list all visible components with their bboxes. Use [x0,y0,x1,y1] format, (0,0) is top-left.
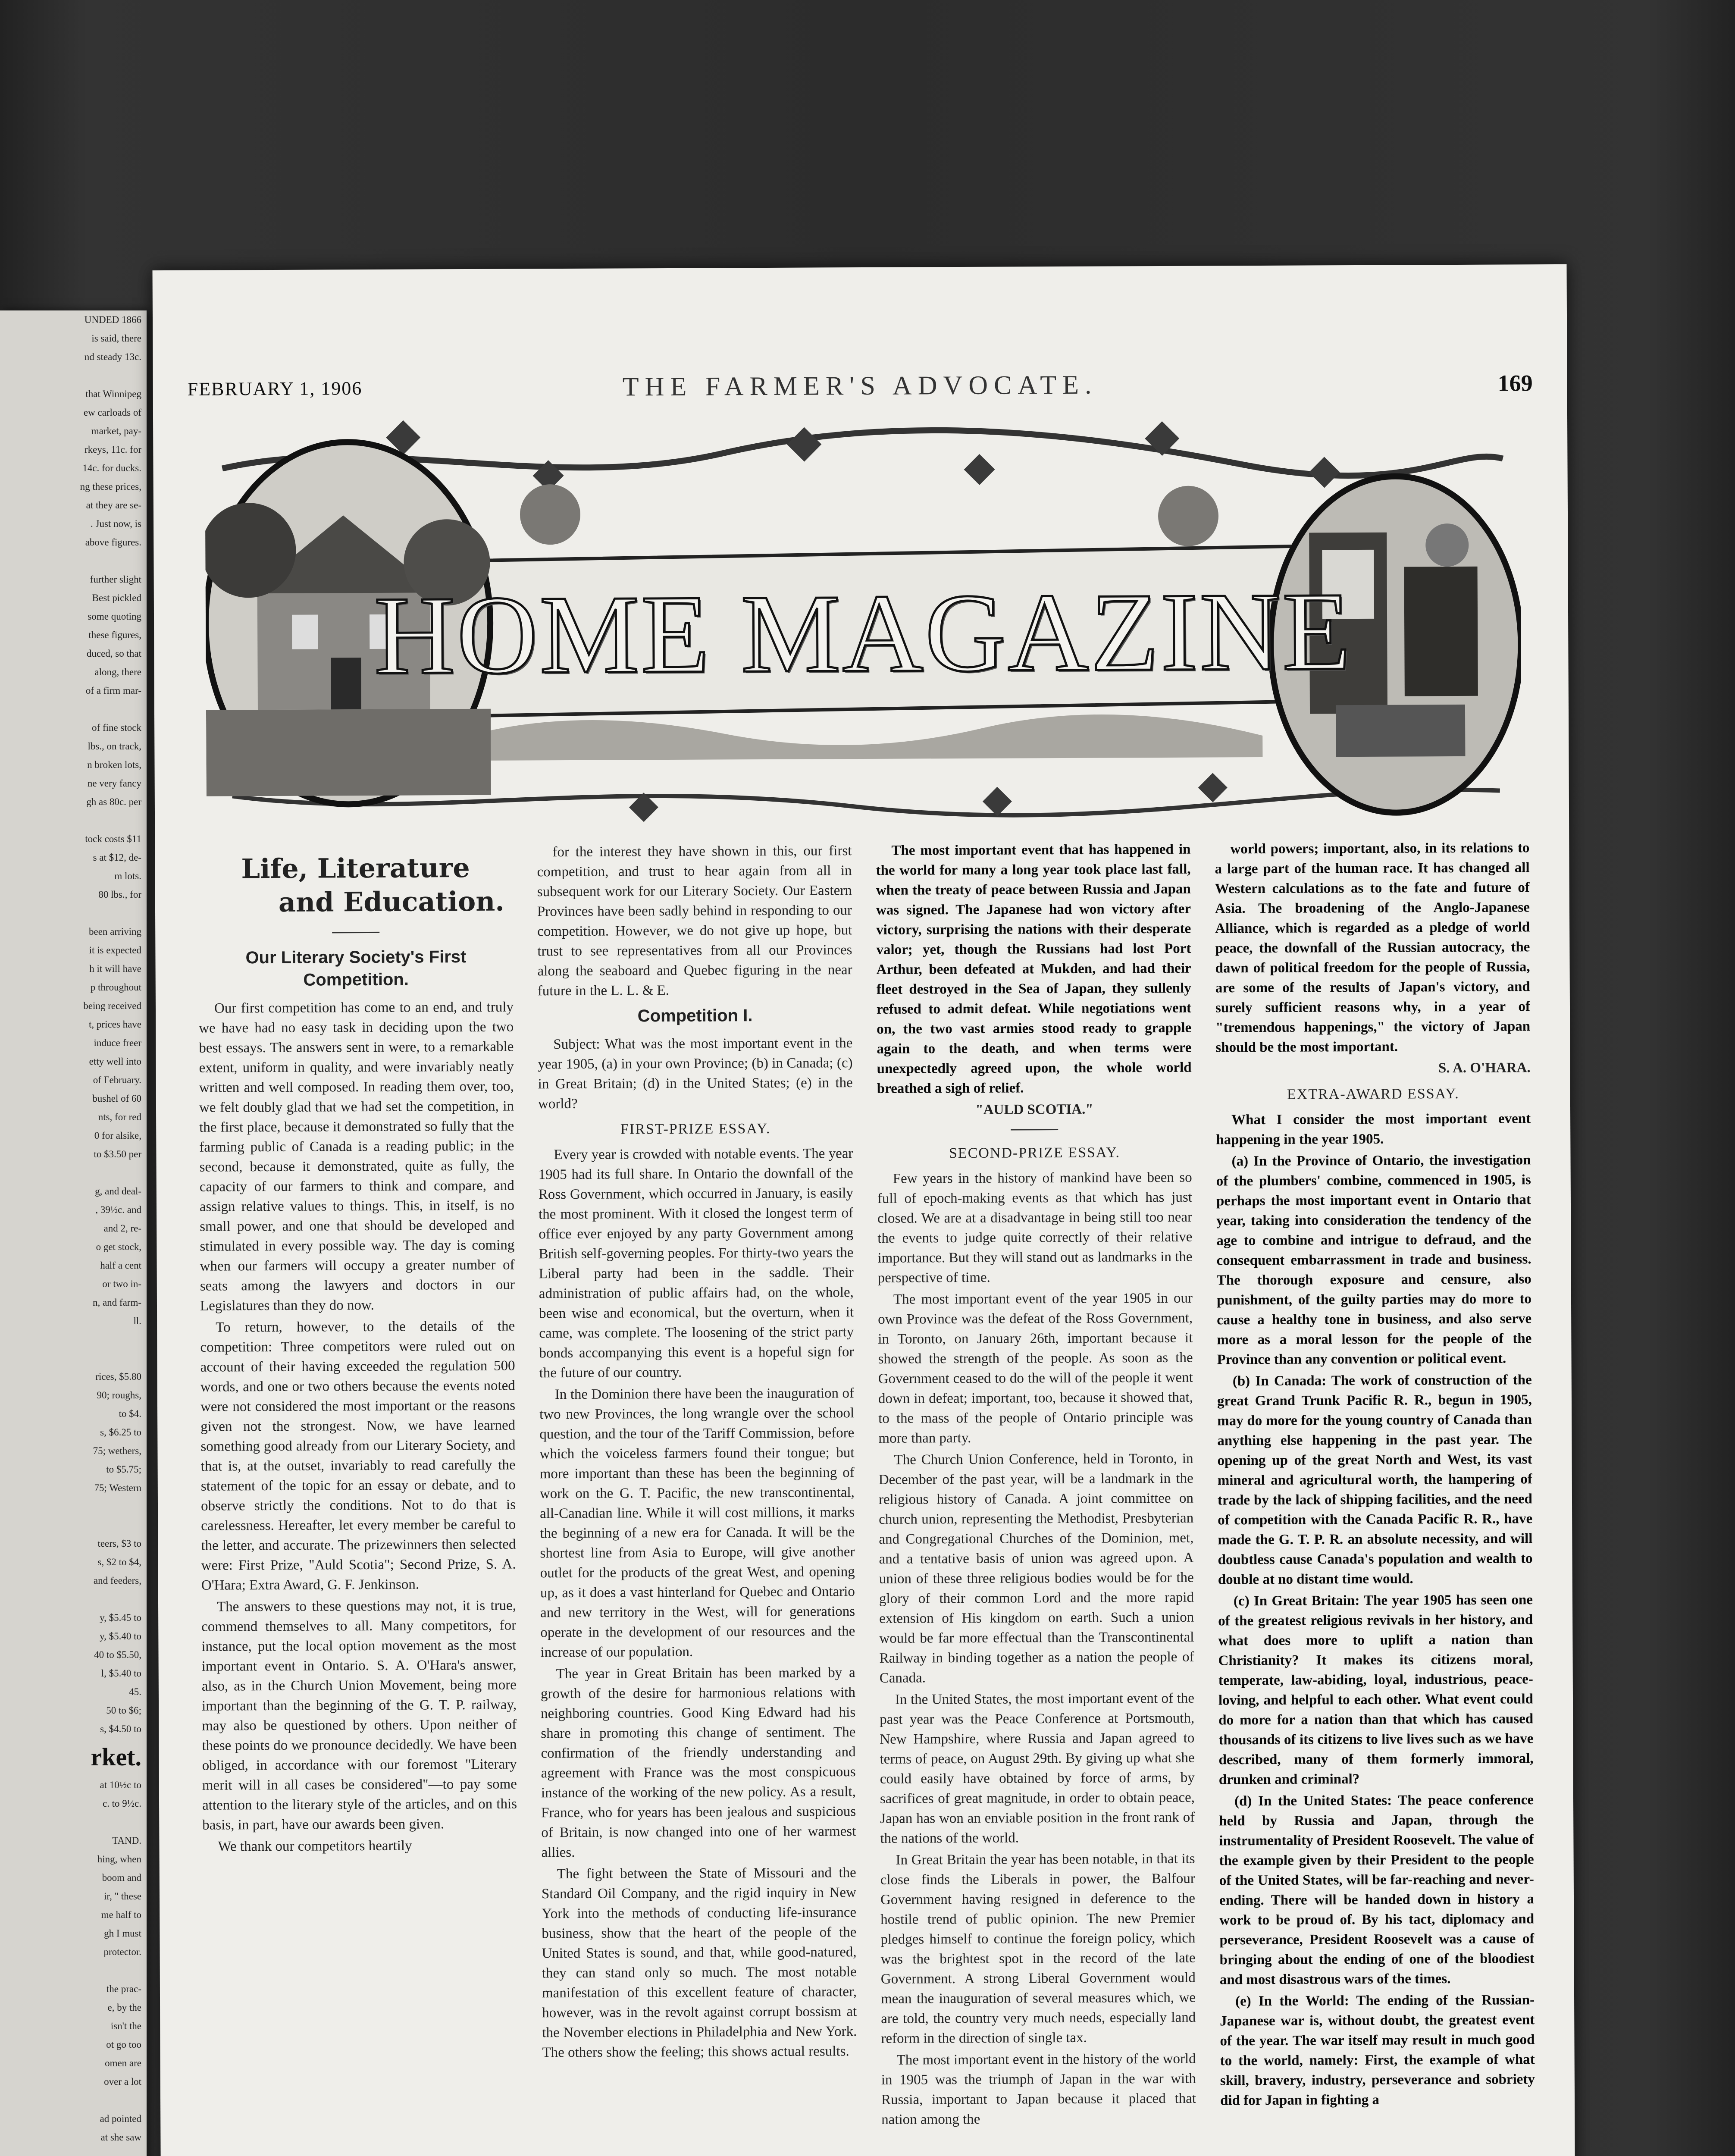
fragment-line: s, $6.25 to [100,1427,141,1438]
fragment-line: s at $12, de- [93,852,141,863]
fragment-line: further slight [90,574,141,585]
first-prize-essay-end [876,840,1192,1099]
fragment-line: ir, " these [103,1891,141,1902]
fragment-line: above figures. [85,537,141,548]
fragment-line [0,2091,147,2109]
fragment-line: 14c. for ducks. [82,463,141,473]
fragment-line: the prac- [106,1984,141,1994]
paragraph: The year in Great Britain has been marked by a growth of the desire for harmonious relations with neighboring countries. Good King Edward had his share in promoting this change of sentiment. The confirmation of the friendly understanding and agreement with France was the most conspicuous instance of the working of the new policy. As a result, France, who for years has been jealous and suspicious of Britain, is now changed into one of her warmest allies. [540,1665,856,1861]
fragment-line: 80 lbs., for [98,889,141,900]
fragment-line: hing, when [97,1854,141,1865]
divider [1011,1129,1058,1130]
fragment-line [0,552,147,570]
fragment-line: 0 for alsike, [94,1130,141,1141]
fragment-line: induce freer [94,1037,141,1048]
fragment-line [0,2147,147,2156]
home-magazine-masthead [205,402,1522,839]
fragment-line: gh I must [104,1928,141,1939]
fragment-line: s, $4.50 to [100,1724,141,1734]
paragraph: We thank our competitors heartily [218,1838,412,1855]
fragment-line: lbs., on track, [88,741,141,752]
fragment-line [0,1330,147,1349]
competition-heading: Competition I. [637,1006,753,1026]
fragment-line: o get stock, [96,1241,141,1252]
paragraph: The most important event of the year 1905 in our own Province was the defeat of the Ross Government, in Toronto, on January 26th, important because it showed the strength of the people. As soon as the Government ceased to do the will of the people it went down in defeat; important, too, because it showed that, to the mass of the people of Ontario principle was more than party. [878,1290,1193,1446]
fragment-line: it is expected [89,945,141,956]
column-2 [537,841,859,2156]
fragment-line: nts, for red [98,1112,141,1122]
paragraph: In the Dominion there have been the inauguration of two new Provinces, the long wrangle over the school question, and the tour of the Tariff Commission, before which the voiceless farmers found their tongue; but more important than these has been the beginning of work on the G. T. Pacific, the new transcontinental, all-Canadian line. While it will cost millions, it marks the beginning of a new era for Canada. It will be the shortest line from Asia to Europe, will give another outlet for the products of the great West, and opening up, as it does a vast hinterland for Quebec and Ontario and new territory in the West, will for generations operate in the development of our resources and the increase of our population. [539,1385,855,1661]
fragment-line: half a cent [100,1260,141,1271]
fragment-line: of a firm mar- [85,685,141,696]
fragment-line: omen are [105,2058,141,2068]
fragment-line: ne very fancy [87,778,141,789]
fragment-line [0,700,147,718]
paragraph: Few years in the history of mankind have been so full of epoch-making events as that which has just closed. We are at a disadvantage in being still too near the events to judge quite correctly of their relative importance. But they will stand out as landmarks in the perspective of time. [877,1169,1193,1286]
column-4 [1215,838,1537,2156]
fragment-line [0,1497,147,1516]
column-3 [876,840,1198,2156]
section-title-line-1: Life, Literature [241,852,470,885]
fragment-line: along, there [94,667,141,677]
newspaper-page [153,264,1577,2156]
fragment-line: . Just now, is [91,518,141,529]
fragment-line: 50 to $6; [106,1705,141,1716]
fragment-line: gh as 80c. per [86,796,141,807]
fragment-line: been arriving [89,926,141,937]
paragraph: To return, however, to the details of the competition: Three competitors were ruled out on account of their having exceeded the regulation 500 words, and one or two others because the events noted were not considered the most important or the reasons given not the strongest. Now, we have learned something good already from our Literary Society, and that is, at the outset, invariably to read carefully the statement of the topic for an essay or debate, and to observe strictly the conditions. Not to do that is carelessness. Hereafter, let every member be careful to the letter, and accurate. The prizewinners then selected were: First Prize, "Auld Scotia"; Second Prize, S. A. O'Hara; Extra Award, G. F. Jenkinson. [200,1318,516,1593]
fragment-line: at 10½c to [100,1780,141,1790]
first-prize-essay [538,1144,857,2062]
fragment-line: and 2, re- [103,1223,141,1234]
fragment-line: over a lot [104,2076,141,2087]
divider [332,932,379,933]
fragment-line: TAND. [112,1835,141,1846]
fragment-line [0,904,147,922]
paragraph: (b) In Canada: The work of construction of the great Grand Trunk Pacific R. R., begun in 1905, may do more for the young country of Canada than anything else happening in the past year. The opening up of the great North and West, its vast mineral and agricultural worth, the hampering of trade by the lack of shipping facilities, and the need of competition with the Canada Pacific R. R., have made the G. T. P. R. an absolute necessity, and will doubtless cause Canada's population and wealth to double at no distant time would. [1217,1372,1533,1588]
fragment-line: some quoting [88,611,141,622]
fragment-line: at they are se- [86,500,141,511]
paragraph: The answers to these questions may not, it is true, commend themselves to all. Many competitors, for instance, put the local option movement as the most important event in Ontario. S. A. O'Hara's answer, also, as in the Church Union Movement, being more important than the beginning of the G. T. P. railway, may also be questioned by others. Upon neither of these points do we pronounce decidedly. We have been obliged, in accordance with our foremost "Literary merit will in all cases be considered"—to pay some attention to the literary style of the articles, and on this basis, in part, have our awards been given. [201,1598,517,1833]
fragment-line: market, pay- [91,426,141,436]
fragment-line: 45. [129,1686,141,1697]
fragment-line: l, $5.40 to [101,1668,141,1679]
fragment-line: 75; Western [94,1482,141,1493]
section-title [198,851,513,920]
fragment-line: ng these prices, [80,481,141,492]
fragment-line: of fine stock [92,722,141,733]
fragment-line: these figures, [88,630,141,640]
issue-date: FEBRUARY 1, 1906 [187,378,363,400]
paragraph: In Great Britain the year has been notable, in that its close finds the Liberals in power, the Balfour Government having resigned in deference to the hostile trend of public opinion. The new Premier pledges himself to continue the foreign policy, which was the brightest spot in the record of the late Government. A strong Liberal Government would mean the inauguration of several measures which, we are told, the country very much needs, especially land reform in the direction of single tax. [880,1851,1196,2046]
fragment-line: e, by the [107,2002,141,2013]
fragment-line: is said, there [91,333,141,344]
article-columns [198,838,1538,2156]
fragment-line: g, and deal- [95,1186,141,1197]
fragment-line [0,1349,147,1367]
paragraph: (c) In Great Britain: The year 1905 has seen one of the greatest religious revivals in her history, and what does more to uplift a nation than Christianity? It makes its citizens moral, temperate, law-abiding, loyal, industrious, peace-loving, and helpful to each other. What event could do more for a nation than that which has caused thousands of its citizens to live lives such as we have described, many of them formerly immoral, drunken and criminal? [1218,1592,1534,1788]
fragment-line: ew carloads of [83,407,141,418]
fragment-line: s, $2 to $4, [97,1557,141,1567]
fragment-line [0,1163,147,1182]
fragment-line: protector. [103,1946,141,1957]
fragment-line: 40 to $5.50, [94,1649,141,1660]
fragment-line: UNDED 1866 [84,314,141,325]
running-header [153,359,1567,404]
fragment-line: at she saw [100,2132,141,2143]
fragment-text-top [0,310,147,1738]
second-prize-heading: SECOND-PRIZE ESSAY. [949,1144,1121,1162]
fragment-line: 75; wethers, [93,1445,141,1456]
fragment-line [0,1590,147,1608]
first-prize-signature: "AULD SCOTIA." [975,1101,1093,1118]
fragment-line: rices, $5.80 [95,1371,141,1382]
fragment-line: boom and [102,1872,141,1883]
fragment-line: n, and farm- [92,1297,141,1308]
fragment-line: 90; roughs, [97,1390,141,1401]
paragraph: The fight between the State of Missouri and the Standard Oil Company, and the rigid inquiry in New York into the methods of conducting life-insurance business, show that the heart of the people of the United States is sound, and that, while good-natured, they can stand only so much. The most notable manifestation of this excellent feature of character, however, was in the revolt against corrupt bossism at the November elections in Philadelphia and New York. The others show the feeling; this shows actual results. [541,1865,857,2061]
extra-award-heading: EXTRA-AWARD ESSAY. [1287,1085,1459,1103]
fragment-line [0,1961,147,1980]
paragraph: (e) In the World: The ending of the Russian-Japanese war is, without doubt, the greatest event of the year. The war itself may result in much good to the world, namely: First, the example of what skill, bravery, industry, perseverance and sobriety did for Japan in fighting a [1220,1992,1535,2109]
paragraph: What I consider the most important event happening in the year 1905. [1216,1111,1531,1148]
fragment-line: to $4. [119,1408,141,1419]
fragment-line: Best pickled [92,592,141,603]
paragraph: The most important event in the history of the world in 1905 was the triumph of Japan in the war with Russia, important to Japan because it placed that nation among the [881,2051,1196,2128]
paragraph: The most important event that has happened in the world for many a long year took place last fall, when the treaty of peace between Russia and Japan was signed. The Japanese had won victory after victory, surprising the nations with their desperate valor; yet, though the Russians had lost Port Arthur, been defeated at Mukden, and had their fleet destroyed in the Sea of Japan, they sullenly refused to admit defeat. While negotiations went on, the two vast armies stood ready to grapple again to the death, and when terms were unexpectedly agreed upon, the whole world breathed a sigh of relief. [876,841,1192,1097]
page-number: 169 [1497,370,1533,396]
fragment-line: etty well into [89,1056,141,1067]
fragment-line: c. to 9½c. [102,1798,141,1809]
column-1 [198,843,520,2156]
second-prize-signature: S. A. O'HARA. [1438,1060,1531,1076]
second-prize-essay [877,1168,1196,2130]
fragment-line [0,1516,147,1534]
fragment-line: y, $5.45 to [100,1612,141,1623]
article-body-intro [537,841,852,1001]
fragment-line: h it will have [89,963,141,974]
fragment-line: me half to [101,1909,141,1920]
first-prize-heading: FIRST-PRIZE ESSAY. [620,1120,771,1138]
fragment-line: n broken lots, [87,759,141,770]
paragraph: Our first competition has come to an end, and truly we have had no easy task in deciding upon the two best essays. The answers sent in were, to a remarkable extent, uniform in quality, and were invariably neatly written and well composed. In reading them over, too, we felt doubly glad that we had set the competition, in the first place, because it demonstrated so fully that the farming public of Canada is a reading public; in the second, because it demonstrated, quite as fully, the capacity of our farmers to think and compare, and assign relative values to things. This, in itself, is no small power, and one that should be developed and stimulated in every possible way. The day is coming when our farmers will occupy a greater number of seats among the lawyers and doctors in our Legislatures than they do now. [199,999,515,1314]
fragment-line: tock costs $11 [85,834,141,844]
fragment-line [0,366,147,385]
fragment-line: isn't the [110,2021,141,2031]
fragment-line: ot go too [106,2039,141,2050]
fragment-line: y, $5.40 to [100,1631,141,1642]
section-title-line-2: and Education. [278,885,505,918]
competition-subject: Subject: What was the most important event in the year 1905, (a) in your own Province; (b) in Canada; (c) in Great Britain; (d) in the United States; (e) in the world? [538,1035,853,1112]
fragment-heading: rket. [91,1743,141,1771]
fragment-line: of February. [93,1075,141,1085]
adjacent-page-fragment [0,310,147,2156]
second-prize-essay-end [1215,838,1530,1057]
journal-title: THE FARMER'S ADVOCATE. [622,370,1098,402]
masthead-title: HOME MAGAZINE [374,569,1353,698]
paragraph: world powers; important, also, in its relations to a large part of the human race. It has changed all Western calculations as to the fate and future of Asia. The broadening of the Anglo-Japanese Alliance, which is regarded as a pledge of world peace, the downfall of the Russian autocracy, the dawn of political freedom for the people of Russia, are some of the results of Japan's victory, and surely sufficient reasons why, in a year of "tremendous happenings," the victory of Japan should be the most important. [1215,840,1531,1056]
fragment-line: being received [83,1000,141,1011]
fragment-line: teers, $3 to [97,1538,141,1549]
fragment-line: to $5.75; [106,1464,141,1475]
paragraph: (a) In the Province of Ontario, the investigation of the plumbers' combine, commenced in 1905, is perhaps the most important event in Ontario that year, taking into consideration the tendency of the age to combine and intrigue to defraud, and the consequent embarrassment in trade and business. The thorough exposure and censure, also punishment, of the guilty parties may do more to cause a healthy tone in business, and also serve more as a moral lesson for the people of the Province than any convention or political event. [1216,1152,1532,1368]
article-body [199,997,517,1857]
article-title: Our Literary Society's First Competition. [245,947,467,990]
fragment-line: p throughout [90,982,141,993]
paragraph: The Church Union Conference, held in Toronto, in December of the past year, will be a landmark in the religious history of Canada. A joint committee on church union, representing the Methodist, Presbyterian and Congregational Churches of the Dominion, met, and a tentative basis of union was agreed upon. A union of these three religious bodies would be for the glory of their common Lord and the more rapid extension of His kingdom on earth. Such a union would be far more effectual than the Transcontinental Railway in binding together as a nation the people of Canada. [878,1451,1194,1686]
fragment-line: t, prices have [89,1019,141,1030]
fragment-line: or two in- [102,1279,141,1289]
fragment-line: to $3.50 per [94,1149,141,1159]
fragment-line: ll. [133,1316,141,1326]
fragment-line: ad pointed [100,2113,141,2124]
fragment-line [0,811,147,830]
fragment-text-bottom [0,1776,147,2156]
paragraph: In the United States, the most important event of the past year was the Peace Conference at Portsmouth, New Hampshire, where Russia and Japan agreed to terms of peace, on August 29th. By giving up what she could easily have obtained by force of arms, by sacrifices of great magnitude, in order to obtain peace, Japan has won an enviable position in the front rank of the nations of the world. [880,1690,1195,1846]
fragment-line [0,1813,147,1831]
fragment-line: that Winnipeg [85,389,141,399]
fragment-line: rkeys, 11c. for [85,444,141,455]
paragraph: for the interest they have shown in this, our first competition, and trust to hear again from all in subsequent work for our Literary Society. Our Eastern Provinces have been sadly behind in responding to our competition. However, we do not give up hope, but trust to see representatives from all our Provinces along the seaboard and Quebec figuring in the near future in the L. L. & E. [537,843,852,999]
paragraph: (d) In the United States: The peace conference held by Russia and Japan, through the instrumentality of President Roosevelt. The value of the example given by their President to the people of the United States, will be far-reaching and never-ending. There will be handed down in history a work to be proud of. By his tact, diplomacy and perseverance, President Roosevelt was a cause of bringing about the ending of one of the bloodiest and most disastrous wars of the times. [1219,1792,1535,1988]
fragment-line: and feeders, [93,1575,141,1586]
extra-award-essay [1216,1109,1535,2110]
fragment-line: duced, so that [86,648,141,659]
fragment-line: bushel of 60 [92,1093,141,1104]
paragraph: Every year is crowded with notable events. The year 1905 had its full share. In Ontario the downfall of the Ross Government, which occurred in January, is easily the most prominent. With it closed the longest term of office ever enjoyed by any party Government among British self-governing peoples. For thirty-two years the Liberal party had been in the saddle. Their administration of public affairs had, on the whole, been wise and economical, but the overturn, when it came, was complete. The loosening of the strict party bonds accompanying this event is a hopeful sign for the future of our country. [538,1146,854,1381]
fragment-line: nd steady 13c. [84,351,141,362]
fragment-line: m lots. [114,871,141,881]
fragment-line: , 39½c. and [95,1204,141,1215]
